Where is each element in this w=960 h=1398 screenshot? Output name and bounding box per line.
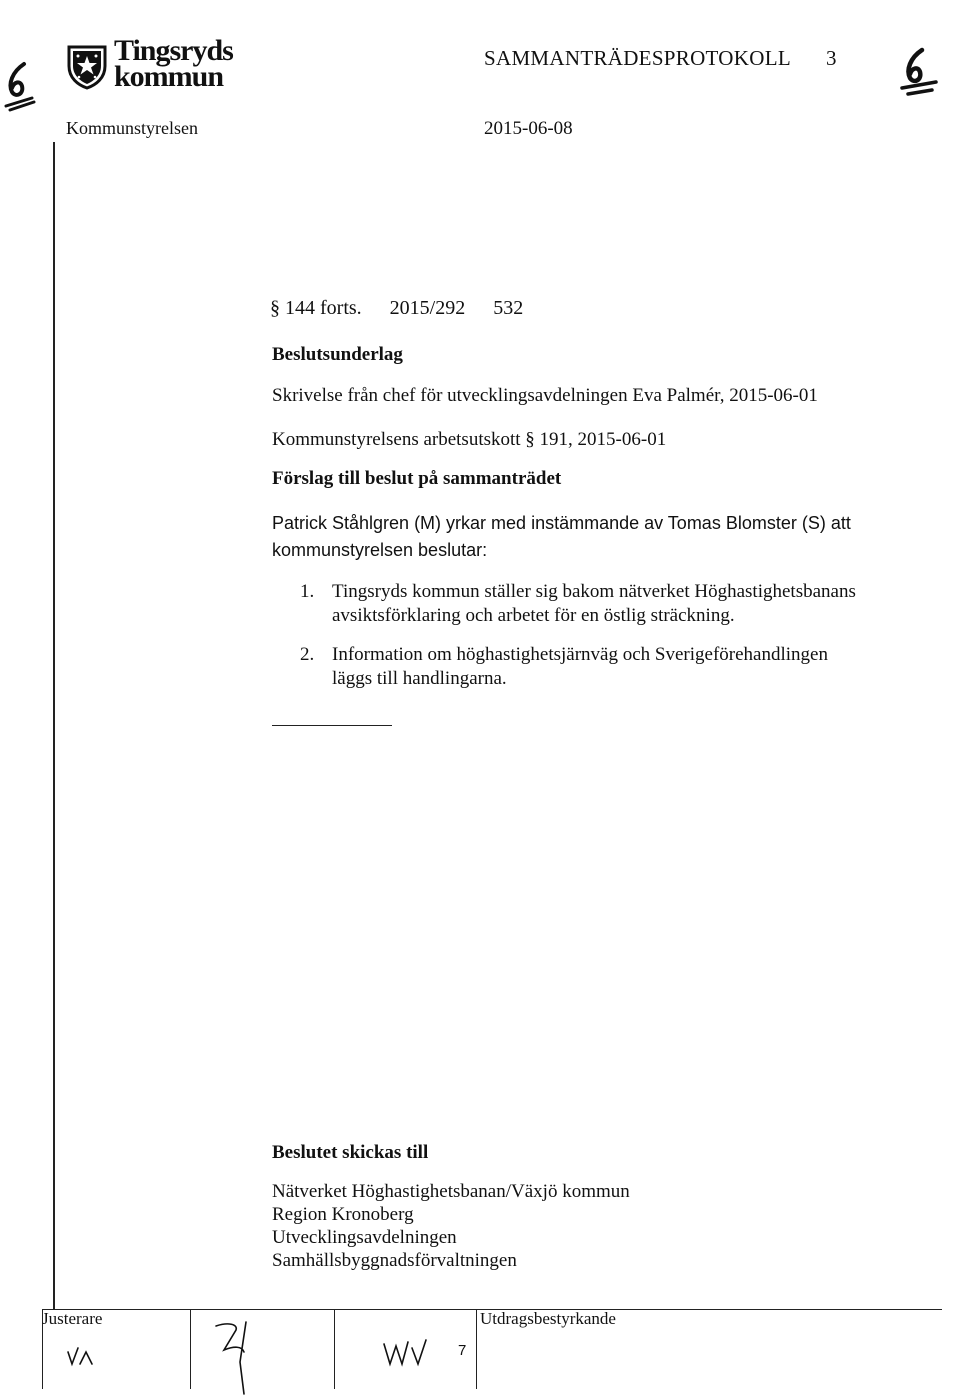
organ-name: Kommunstyrelsen	[66, 118, 198, 138]
logo-line-1: Tingsryds	[114, 34, 233, 67]
decision-point-text-2: avsiktsförklaring och arbetet för en östlig sträckning.	[332, 605, 735, 626]
utdrag-label: Utdragsbestyrkande	[480, 1309, 616, 1328]
recipient: Region Kronoberg	[272, 1204, 414, 1225]
proposal-heading: Förslag till beslut på sammanträdet	[272, 468, 562, 489]
signature-initials-3	[380, 1336, 440, 1370]
footer-divider	[476, 1309, 477, 1389]
footer-divider	[190, 1309, 191, 1389]
decision-point-number: 2.	[300, 644, 315, 665]
distribution-heading: Beslutet skickas till	[272, 1142, 429, 1163]
decision-point-text-1: Information om höghastighetsjärnväg och Sverigeförehandlingen	[332, 644, 828, 665]
recipient: Utvecklingsavdelningen	[272, 1227, 457, 1248]
signature-initials-1	[64, 1340, 134, 1374]
meeting-date: 2015-06-08	[484, 118, 573, 139]
handwritten-mark-left	[2, 58, 42, 114]
handwritten-mark-right	[896, 46, 944, 102]
proposal-intro-line-1: Patrick Ståhlgren (M) yrkar med instämmande av Tomas Blomster (S) att	[272, 513, 851, 533]
document-title: SAMMANTRÄDESPROTOKOLL	[484, 46, 791, 70]
section-reference	[270, 297, 523, 320]
justerare-label: Justerare	[42, 1309, 103, 1328]
basis-item: Kommunstyrelsens arbetsutskott § 191, 2015-06-01	[272, 429, 667, 450]
footer-divider	[334, 1309, 335, 1389]
signature-initials-2	[210, 1316, 280, 1398]
recipient: Nätverket Höghastighetsbanan/Växjö kommun	[272, 1181, 630, 1202]
decision-point	[300, 643, 828, 691]
recipient: Samhällsbyggnadsförvaltningen	[272, 1250, 517, 1271]
municipality-crest-icon	[66, 44, 108, 90]
recipient-list	[272, 1180, 630, 1272]
basis-heading: Beslutsunderlag	[272, 344, 403, 365]
decision-point	[300, 580, 856, 628]
left-margin-line	[53, 142, 55, 1310]
decision-point-text-1: Tingsryds kommun ställer sig bakom nätverket Höghastighetsbanans	[332, 581, 856, 602]
page-number: 3	[826, 46, 837, 70]
decision-point-text-2: läggs till handlingarna.	[332, 668, 507, 689]
basis-item: Skrivelse från chef för utvecklingsavdelningen Eva Palmér, 2015-06-01	[272, 385, 818, 406]
section-number: § 144 forts.	[270, 297, 362, 319]
logo-line-2: kommun	[114, 60, 224, 93]
diary-number: 2015/292	[389, 297, 466, 319]
municipality-logo-text	[114, 34, 233, 93]
section-end-rule	[272, 725, 392, 726]
reference-code: 532	[493, 297, 524, 319]
decision-point-number: 1.	[300, 581, 315, 602]
page-stamp-number: 7	[458, 1342, 467, 1359]
proposal-intro-line-2: kommunstyrelsen beslutar:	[272, 540, 488, 560]
